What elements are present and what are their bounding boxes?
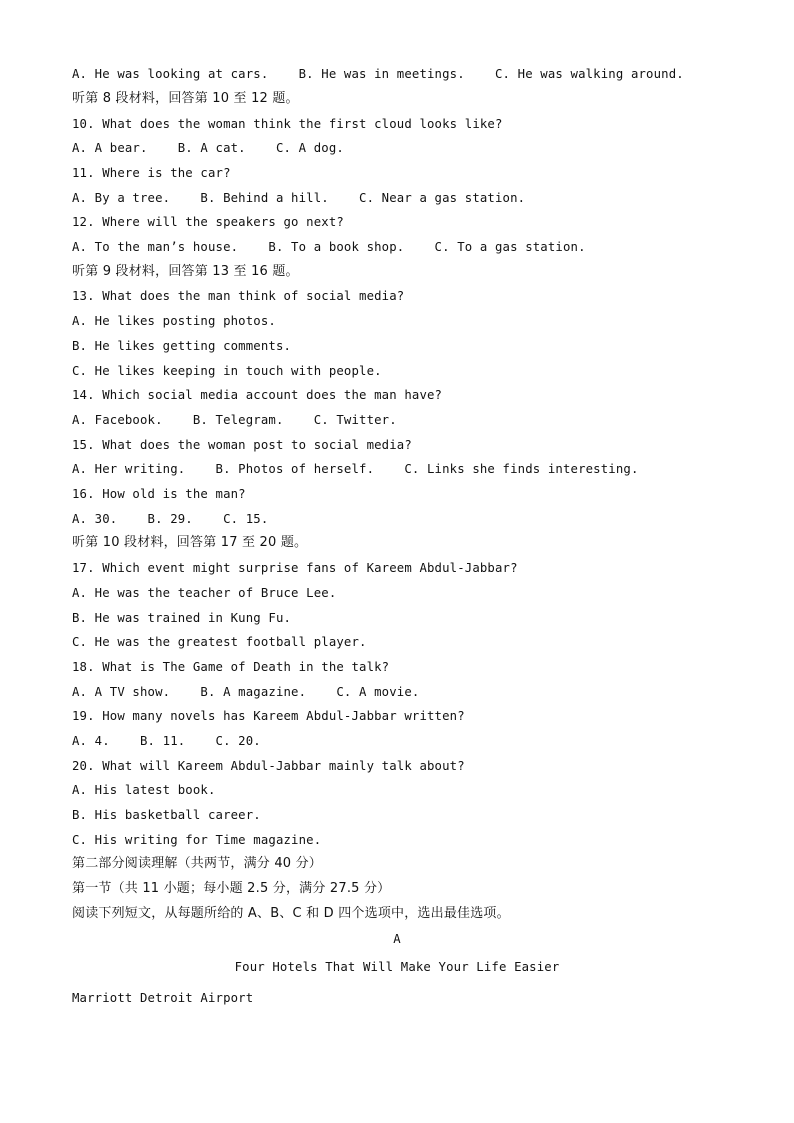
question-12: 12. Where will the speakers go next? xyxy=(72,215,344,229)
section-one-heading: 第一节（共 11 小题；每小题 2.5 分，满分 27.5 分） xyxy=(72,881,391,896)
question-16: 16. How old is the man? xyxy=(72,487,246,501)
q19-options: A. 4. B. 11. C. 20. xyxy=(72,734,261,748)
q13-option-a: A. He likes posting photos. xyxy=(72,314,276,328)
q9-options: A. He was looking at cars. B. He was in meetings. C. He was walking around. xyxy=(72,67,684,81)
q15-options: A. Her writing. B. Photos of herself. C. Links she finds interesting. xyxy=(72,462,639,476)
question-11: 11. Where is the car? xyxy=(72,166,231,180)
article-title: Four Hotels That Will Make Your Life Easier xyxy=(234,960,560,974)
q12-options: A. To the man’s house. B. To a book shop. C. To a gas station. xyxy=(72,240,586,254)
question-17: 17. Which event might surprise fans of Kareem Abdul-Jabbar? xyxy=(72,561,518,575)
q18-options: A. A TV show. B. A magazine. C. A movie. xyxy=(72,685,420,699)
question-14: 14. Which social media account does the man have? xyxy=(72,388,443,402)
q17-option-a: A. He was the teacher of Bruce Lee. xyxy=(72,586,337,600)
q11-options: A. By a tree. B. Behind a hill. C. Near a gas station. xyxy=(72,191,526,205)
q20-option-a: A. His latest book. xyxy=(72,783,216,797)
reading-instruction: 阅读下列短文，从每题所给的 A、B、C 和 D 四个选项中，选出最佳选项。 xyxy=(72,906,510,921)
question-20: 20. What will Kareem Abdul-Jabbar mainly talk about? xyxy=(72,759,465,773)
q20-option-b: B. His basketball career. xyxy=(72,808,261,822)
question-15: 15. What does the woman post to social media? xyxy=(72,438,412,452)
q17-option-b: B. He was trained in Kung Fu. xyxy=(72,611,292,625)
q20-option-c: C. His writing for Time magazine. xyxy=(72,833,322,847)
q14-options: A. Facebook. B. Telegram. C. Twitter. xyxy=(72,413,397,427)
hotel-subheading: Marriott Detroit Airport xyxy=(72,991,254,1005)
part-two-heading: 第二部分阅读理解（共两节，满分 40 分） xyxy=(72,856,323,871)
q16-options: A. 30. B. 29. C. 15. xyxy=(72,512,269,526)
question-10: 10. What does the woman think the first cloud looks like? xyxy=(72,117,503,131)
q13-option-b: B. He likes getting comments. xyxy=(72,339,292,353)
question-13: 13. What does the man think of social media? xyxy=(72,289,405,303)
passage-letter: A xyxy=(393,932,401,946)
q17-option-c: C. He was the greatest football player. xyxy=(72,635,367,649)
q10-options: A. A bear. B. A cat. C. A dog. xyxy=(72,141,344,155)
question-19: 19. How many novels has Kareem Abdul-Jabbar written? xyxy=(72,709,465,723)
section-9-instruction: 听第 9 段材料，回答第 13 至 16 题。 xyxy=(72,264,299,279)
q13-option-c: C. He likes keeping in touch with people. xyxy=(72,364,382,378)
section-10-instruction: 听第 10 段材料，回答第 17 至 20 题。 xyxy=(72,535,308,550)
section-8-instruction: 听第 8 段材料，回答第 10 至 12 题。 xyxy=(72,91,299,106)
question-18: 18. What is The Game of Death in the talk? xyxy=(72,660,390,674)
